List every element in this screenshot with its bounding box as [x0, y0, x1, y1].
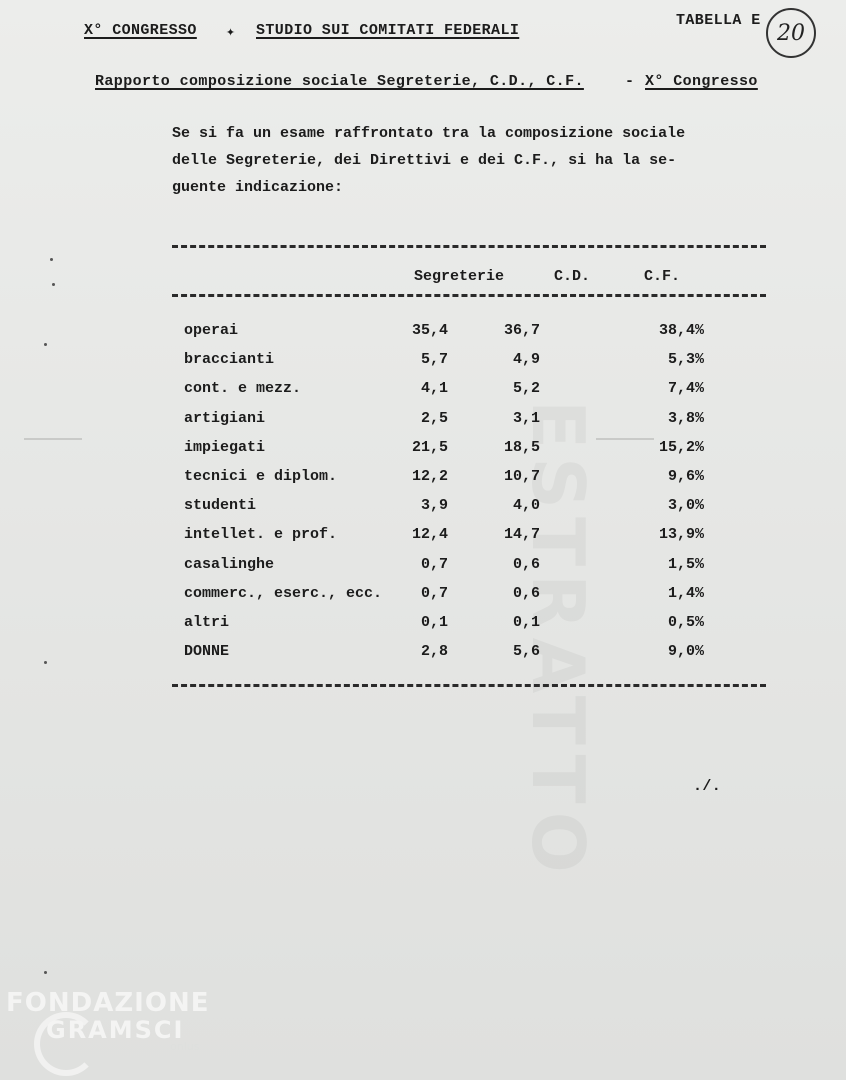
header-segreterie: Segreterie — [414, 268, 505, 285]
row-category: tecnici e diplom. — [184, 467, 338, 485]
composition-table — [184, 322, 724, 672]
intro-line-2: delle Segreterie, dei Direttivi e dei C.F., si ha la se- — [172, 152, 677, 169]
row-category: studenti — [184, 497, 257, 515]
table-row — [184, 497, 724, 526]
header-cd: C.D. — [554, 268, 591, 285]
row-cf: 1,4% — [667, 584, 704, 602]
row-category: casalinghe — [184, 555, 275, 573]
row-cf: 7,4% — [667, 380, 704, 398]
margin-speck — [52, 283, 55, 286]
row-category: altri — [184, 613, 230, 631]
row-cd: 5,2 — [512, 380, 540, 398]
row-segreterie: 2,8 — [420, 643, 448, 661]
row-segreterie: 3,9 — [420, 497, 448, 515]
report-title: Rapporto composizione sociale Segreterie, C.D., C.F. — [95, 73, 584, 90]
row-cd: 14,7 — [503, 526, 540, 544]
intro-line-1: Se si fa un esame raffrontato tra la composizione sociale — [172, 125, 686, 142]
row-category: intellet. e prof. — [184, 526, 338, 544]
row-segreterie: 4,1 — [420, 380, 448, 398]
row-cd: 0,1 — [512, 613, 540, 631]
row-cf: 0,5% — [667, 613, 704, 631]
row-segreterie: 35,4 — [411, 322, 448, 339]
row-cf: 3,8% — [667, 409, 704, 427]
row-cf: 5,3% — [667, 351, 704, 369]
table-row — [184, 322, 724, 351]
row-segreterie: 5,7 — [420, 351, 448, 369]
table-row — [184, 526, 724, 555]
row-segreterie: 12,4 — [411, 526, 448, 544]
row-category: artigiani — [184, 409, 266, 427]
header-congress: X° CONGRESSO — [84, 22, 197, 39]
row-segreterie: 21,5 — [411, 438, 448, 456]
table-row — [184, 439, 724, 468]
row-segreterie: 12,2 — [411, 467, 448, 485]
row-segreterie: 2,5 — [420, 409, 448, 427]
row-category: DONNE — [184, 643, 230, 661]
row-segreterie: 0,1 — [420, 613, 448, 631]
page-number-circle — [766, 8, 816, 58]
table-row — [184, 380, 724, 409]
table-bottom-rule — [172, 684, 766, 687]
margin-speck — [50, 258, 53, 261]
row-cf: 3,0% — [667, 497, 704, 515]
row-category: braccianti — [184, 351, 275, 369]
title-dash: - — [625, 73, 635, 90]
row-category: operai — [184, 322, 239, 339]
table-row — [184, 351, 724, 380]
header-cf: C.F. — [644, 268, 681, 285]
row-cd: 0,6 — [512, 584, 540, 602]
logo-line-1: FONDAZIONE — [6, 988, 210, 1018]
table-row — [184, 643, 724, 672]
row-cd: 10,7 — [503, 467, 540, 485]
row-cd: 3,1 — [512, 409, 540, 427]
intro-paragraph — [172, 120, 772, 201]
margin-mark — [24, 438, 82, 440]
table-header-rule — [172, 294, 766, 297]
row-segreterie: 0,7 — [420, 584, 448, 602]
page-number: 20 — [777, 20, 805, 46]
intro-line-3: guente indicazione: — [172, 179, 344, 196]
continuation-mark: ./. — [693, 778, 722, 795]
row-cf: 9,0% — [667, 643, 704, 661]
margin-speck — [44, 343, 47, 346]
row-cf: 9,6% — [667, 467, 704, 485]
logo-line-3: onlus — [170, 1040, 200, 1053]
row-category: commerc., eserc., ecc. — [184, 584, 383, 602]
row-cd: 4,0 — [512, 497, 540, 515]
title-congress: X° Congresso — [645, 73, 758, 90]
row-cd: 18,5 — [503, 438, 540, 456]
row-cd: 5,6 — [512, 643, 540, 661]
row-category: cont. e mezz. — [184, 380, 302, 398]
row-cd: 36,7 — [503, 322, 540, 339]
row-cf: 13,9% — [658, 526, 704, 544]
table-label: TABELLA E — [676, 12, 761, 29]
row-cf: 38,4% — [658, 322, 704, 339]
margin-speck — [44, 661, 47, 664]
row-cd: 0,6 — [512, 555, 540, 573]
table-row — [184, 556, 724, 585]
row-segreterie: 0,7 — [420, 555, 448, 573]
table-top-rule — [172, 245, 766, 248]
margin-mark — [596, 438, 654, 440]
row-category: impiegati — [184, 438, 266, 456]
table-row — [184, 410, 724, 439]
row-cd: 4,9 — [512, 351, 540, 369]
table-row — [184, 585, 724, 614]
row-cf: 15,2% — [658, 438, 704, 456]
header-study: STUDIO SUI COMITATI FEDERALI — [256, 22, 520, 39]
header-separator: ✦ — [226, 24, 236, 41]
foundation-logo — [6, 988, 209, 1053]
margin-speck — [44, 971, 47, 974]
logo-line-2: GRAMSCI — [46, 1016, 185, 1044]
row-cf: 1,5% — [667, 555, 704, 573]
table-row — [184, 468, 724, 497]
table-row — [184, 614, 724, 643]
